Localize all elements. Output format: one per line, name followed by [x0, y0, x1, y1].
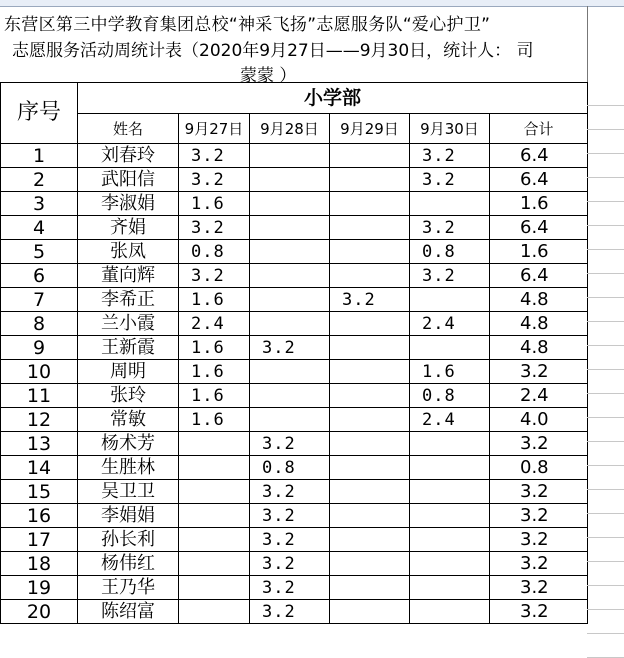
value-cell-d3[interactable] — [330, 192, 410, 216]
value-cell-d3[interactable] — [330, 312, 410, 336]
total-cell[interactable]: 4.0 — [490, 408, 588, 432]
empty-cell[interactable] — [587, 466, 624, 490]
value-cell-d4[interactable]: 0.8 — [410, 384, 490, 408]
dept-header[interactable]: 小学部 — [78, 83, 588, 114]
seq-cell[interactable]: 8 — [1, 312, 78, 336]
value-cell-d3[interactable] — [330, 384, 410, 408]
value-cell-d1[interactable]: 1.6 — [179, 192, 250, 216]
empty-cell[interactable] — [587, 562, 624, 586]
total-cell[interactable]: 1.6 — [490, 192, 588, 216]
value-cell-d2[interactable] — [250, 264, 330, 288]
total-cell[interactable]: 6.4 — [490, 144, 588, 168]
value-cell-d1[interactable]: 3.2 — [179, 264, 250, 288]
seq-cell[interactable]: 15 — [1, 480, 78, 504]
table-row — [1, 240, 588, 264]
seq-cell[interactable]: 19 — [1, 576, 78, 600]
value-cell-d3[interactable] — [330, 528, 410, 552]
value-cell-d2[interactable]: 3.2 — [250, 432, 330, 456]
value-cell-d1[interactable]: 2.4 — [179, 312, 250, 336]
table-row — [1, 576, 588, 600]
total-cell[interactable]: 3.2 — [490, 480, 588, 504]
value-cell-d3[interactable] — [330, 480, 410, 504]
empty-cell[interactable] — [587, 178, 624, 202]
name-cell[interactable]: 生胜林 — [78, 456, 179, 480]
empty-cell[interactable] — [587, 250, 624, 274]
table-row — [1, 456, 588, 480]
value-cell-d1[interactable] — [179, 528, 250, 552]
value-cell-d4[interactable]: 3.2 — [410, 216, 490, 240]
total-cell[interactable]: 4.8 — [490, 336, 588, 360]
value-cell-d3[interactable] — [330, 456, 410, 480]
title-line-2: 志愿服务活动周统计表（2020年9月27日——9月30日，统计人： 司 — [12, 41, 534, 61]
total-cell[interactable]: 6.4 — [490, 168, 588, 192]
date-header-2[interactable]: 9月28日 — [250, 114, 330, 144]
name-cell[interactable]: 周明 — [78, 360, 179, 384]
empty-cell[interactable] — [587, 106, 624, 130]
name-cell[interactable]: 杨伟红 — [78, 552, 179, 576]
empty-column-right — [587, 82, 624, 622]
name-cell[interactable]: 张凤 — [78, 240, 179, 264]
value-cell-d3[interactable] — [330, 144, 410, 168]
table-row — [1, 408, 588, 432]
value-cell-d4[interactable] — [410, 600, 490, 624]
value-cell-d4[interactable]: 3.2 — [410, 144, 490, 168]
name-cell[interactable]: 陈绍富 — [78, 600, 179, 624]
name-cell[interactable]: 武阳信 — [78, 168, 179, 192]
value-cell-d4[interactable] — [410, 480, 490, 504]
value-cell-d3[interactable] — [330, 360, 410, 384]
stats-table — [0, 82, 588, 624]
total-header[interactable]: 合计 — [490, 114, 588, 144]
value-cell-d2[interactable] — [250, 384, 330, 408]
value-cell-d2[interactable] — [250, 144, 330, 168]
name-cell[interactable]: 董向辉 — [78, 264, 179, 288]
value-cell-d1[interactable]: 3.2 — [179, 216, 250, 240]
total-cell[interactable]: 0.8 — [490, 456, 588, 480]
value-cell-d3[interactable] — [330, 576, 410, 600]
value-cell-d3[interactable] — [330, 240, 410, 264]
total-cell[interactable]: 2.4 — [490, 384, 588, 408]
value-cell-d4[interactable] — [410, 504, 490, 528]
name-cell[interactable]: 王新霞 — [78, 336, 179, 360]
value-cell-d4[interactable] — [410, 336, 490, 360]
value-cell-d4[interactable]: 3.2 — [410, 168, 490, 192]
table-row — [1, 504, 588, 528]
name-cell[interactable]: 杨术芳 — [78, 432, 179, 456]
value-cell-d4[interactable] — [410, 192, 490, 216]
value-cell-d1[interactable] — [179, 456, 250, 480]
empty-cell[interactable] — [587, 538, 624, 562]
value-cell-d4[interactable]: 2.4 — [410, 408, 490, 432]
empty-cell[interactable] — [587, 442, 624, 466]
total-cell[interactable]: 6.4 — [490, 264, 588, 288]
table-row — [1, 360, 588, 384]
value-cell-d2[interactable] — [250, 288, 330, 312]
seq-cell[interactable]: 9 — [1, 336, 78, 360]
table-row — [1, 480, 588, 504]
table-row — [1, 528, 588, 552]
value-cell-d1[interactable]: 3.2 — [179, 168, 250, 192]
empty-cell[interactable] — [587, 226, 624, 250]
value-cell-d4[interactable] — [410, 432, 490, 456]
value-cell-d3[interactable] — [330, 504, 410, 528]
seq-cell[interactable]: 17 — [1, 528, 78, 552]
table-row — [1, 384, 588, 408]
value-cell-d4[interactable]: 0.8 — [410, 240, 490, 264]
title-line-1: 东营区第三中学教育集团总校“神采飞扬”志愿服务队“爱心护卫” — [4, 15, 491, 35]
seq-cell[interactable]: 5 — [1, 240, 78, 264]
sheet-title[interactable] — [0, 6, 588, 86]
total-cell[interactable]: 4.8 — [490, 288, 588, 312]
seq-cell[interactable]: 14 — [1, 456, 78, 480]
seq-cell[interactable]: 3 — [1, 192, 78, 216]
empty-cell[interactable] — [587, 586, 624, 610]
empty-cell[interactable] — [587, 130, 624, 154]
name-header[interactable]: 姓名 — [78, 114, 179, 144]
empty-cell[interactable] — [587, 610, 624, 634]
empty-cell[interactable] — [587, 298, 624, 322]
value-cell-d2[interactable] — [250, 168, 330, 192]
total-cell[interactable]: 3.2 — [490, 360, 588, 384]
seq-cell[interactable]: 13 — [1, 432, 78, 456]
seq-cell[interactable]: 6 — [1, 264, 78, 288]
empty-cell[interactable] — [587, 418, 624, 442]
value-cell-d2[interactable]: 3.2 — [250, 576, 330, 600]
value-cell-d4[interactable] — [410, 528, 490, 552]
value-cell-d2[interactable] — [250, 312, 330, 336]
seq-cell[interactable]: 4 — [1, 216, 78, 240]
seq-cell[interactable]: 1 — [1, 144, 78, 168]
table-row — [1, 432, 588, 456]
value-cell-d2[interactable]: 3.2 — [250, 600, 330, 624]
value-cell-d3[interactable]: 3.2 — [330, 288, 410, 312]
date-header-4[interactable]: 9月30日 — [410, 114, 490, 144]
table-row — [1, 192, 588, 216]
seq-cell[interactable]: 20 — [1, 600, 78, 624]
empty-cell[interactable] — [587, 634, 624, 658]
value-cell-d4[interactable] — [410, 288, 490, 312]
value-cell-d2[interactable]: 3.2 — [250, 336, 330, 360]
seq-cell[interactable]: 2 — [1, 168, 78, 192]
value-cell-d1[interactable] — [179, 480, 250, 504]
seq-cell[interactable]: 10 — [1, 360, 78, 384]
date-header-3[interactable]: 9月29日 — [330, 114, 410, 144]
empty-cell[interactable] — [587, 322, 624, 346]
empty-cell[interactable] — [587, 274, 624, 298]
table-row — [1, 264, 588, 288]
total-cell[interactable]: 3.2 — [490, 528, 588, 552]
name-cell[interactable]: 常敏 — [78, 408, 179, 432]
table-row — [1, 312, 588, 336]
total-cell[interactable]: 3.2 — [490, 600, 588, 624]
value-cell-d2[interactable]: 0.8 — [250, 456, 330, 480]
name-cell[interactable]: 李娟娟 — [78, 504, 179, 528]
name-cell[interactable]: 兰小霞 — [78, 312, 179, 336]
value-cell-d3[interactable] — [330, 336, 410, 360]
value-cell-d4[interactable] — [410, 456, 490, 480]
name-cell[interactable]: 李淑娟 — [78, 192, 179, 216]
title-line-3: 蒙蒙 ） — [240, 66, 297, 86]
empty-cell[interactable] — [587, 202, 624, 226]
name-cell[interactable]: 李希正 — [78, 288, 179, 312]
total-cell[interactable]: 3.2 — [490, 432, 588, 456]
seq-header[interactable]: 序号 — [1, 83, 78, 144]
value-cell-d2[interactable]: 3.2 — [250, 528, 330, 552]
value-cell-d2[interactable] — [250, 240, 330, 264]
value-cell-d1[interactable]: 1.6 — [179, 288, 250, 312]
total-cell[interactable]: 4.8 — [490, 312, 588, 336]
value-cell-d2[interactable]: 3.2 — [250, 480, 330, 504]
seq-cell[interactable]: 18 — [1, 552, 78, 576]
empty-cell[interactable] — [587, 394, 624, 418]
value-cell-d4[interactable]: 1.6 — [410, 360, 490, 384]
value-cell-d4[interactable] — [410, 576, 490, 600]
value-cell-d1[interactable]: 1.6 — [179, 360, 250, 384]
value-cell-d3[interactable] — [330, 600, 410, 624]
value-cell-d2[interactable]: 3.2 — [250, 504, 330, 528]
value-cell-d4[interactable]: 3.2 — [410, 264, 490, 288]
value-cell-d2[interactable] — [250, 360, 330, 384]
seq-cell[interactable]: 11 — [1, 384, 78, 408]
seq-cell[interactable]: 16 — [1, 504, 78, 528]
seq-cell[interactable]: 12 — [1, 408, 78, 432]
table-row — [1, 552, 588, 576]
value-cell-d3[interactable] — [330, 264, 410, 288]
name-cell[interactable]: 吴卫卫 — [78, 480, 179, 504]
total-cell[interactable]: 6.4 — [490, 216, 588, 240]
name-cell[interactable]: 刘春玲 — [78, 144, 179, 168]
value-cell-d3[interactable] — [330, 552, 410, 576]
value-cell-d1[interactable] — [179, 432, 250, 456]
table-row — [1, 288, 588, 312]
total-cell[interactable]: 1.6 — [490, 240, 588, 264]
value-cell-d1[interactable]: 3.2 — [179, 144, 250, 168]
date-header-1[interactable]: 9月27日 — [179, 114, 250, 144]
value-cell-d3[interactable] — [330, 216, 410, 240]
value-cell-d1[interactable] — [179, 600, 250, 624]
empty-cell[interactable] — [587, 346, 624, 370]
name-cell[interactable]: 孙长利 — [78, 528, 179, 552]
total-cell[interactable]: 3.2 — [490, 552, 588, 576]
name-cell[interactable]: 张玲 — [78, 384, 179, 408]
empty-cell[interactable] — [587, 514, 624, 538]
table-row — [1, 144, 588, 168]
table-row — [1, 216, 588, 240]
value-cell-d1[interactable] — [179, 552, 250, 576]
table-row — [1, 600, 588, 624]
value-cell-d1[interactable]: 1.6 — [179, 408, 250, 432]
value-cell-d1[interactable]: 0.8 — [179, 240, 250, 264]
total-cell[interactable]: 3.2 — [490, 576, 588, 600]
empty-cell[interactable] — [587, 154, 624, 178]
value-cell-d2[interactable] — [250, 408, 330, 432]
empty-cell[interactable] — [587, 490, 624, 514]
empty-cell[interactable] — [587, 370, 624, 394]
value-cell-d3[interactable] — [330, 408, 410, 432]
value-cell-d1[interactable]: 1.6 — [179, 336, 250, 360]
value-cell-d1[interactable]: 1.6 — [179, 384, 250, 408]
value-cell-d1[interactable] — [179, 576, 250, 600]
table-row — [1, 168, 588, 192]
table-row — [1, 336, 588, 360]
name-cell[interactable]: 王乃华 — [78, 576, 179, 600]
value-cell-d2[interactable]: 3.2 — [250, 552, 330, 576]
value-cell-d3[interactable] — [330, 168, 410, 192]
value-cell-d2[interactable] — [250, 216, 330, 240]
value-cell-d2[interactable] — [250, 192, 330, 216]
value-cell-d3[interactable] — [330, 432, 410, 456]
value-cell-d4[interactable] — [410, 552, 490, 576]
value-cell-d4[interactable]: 2.4 — [410, 312, 490, 336]
seq-cell[interactable]: 7 — [1, 288, 78, 312]
value-cell-d1[interactable] — [179, 504, 250, 528]
total-cell[interactable]: 3.2 — [490, 504, 588, 528]
name-cell[interactable]: 齐娟 — [78, 216, 179, 240]
empty-cell[interactable] — [587, 82, 624, 106]
